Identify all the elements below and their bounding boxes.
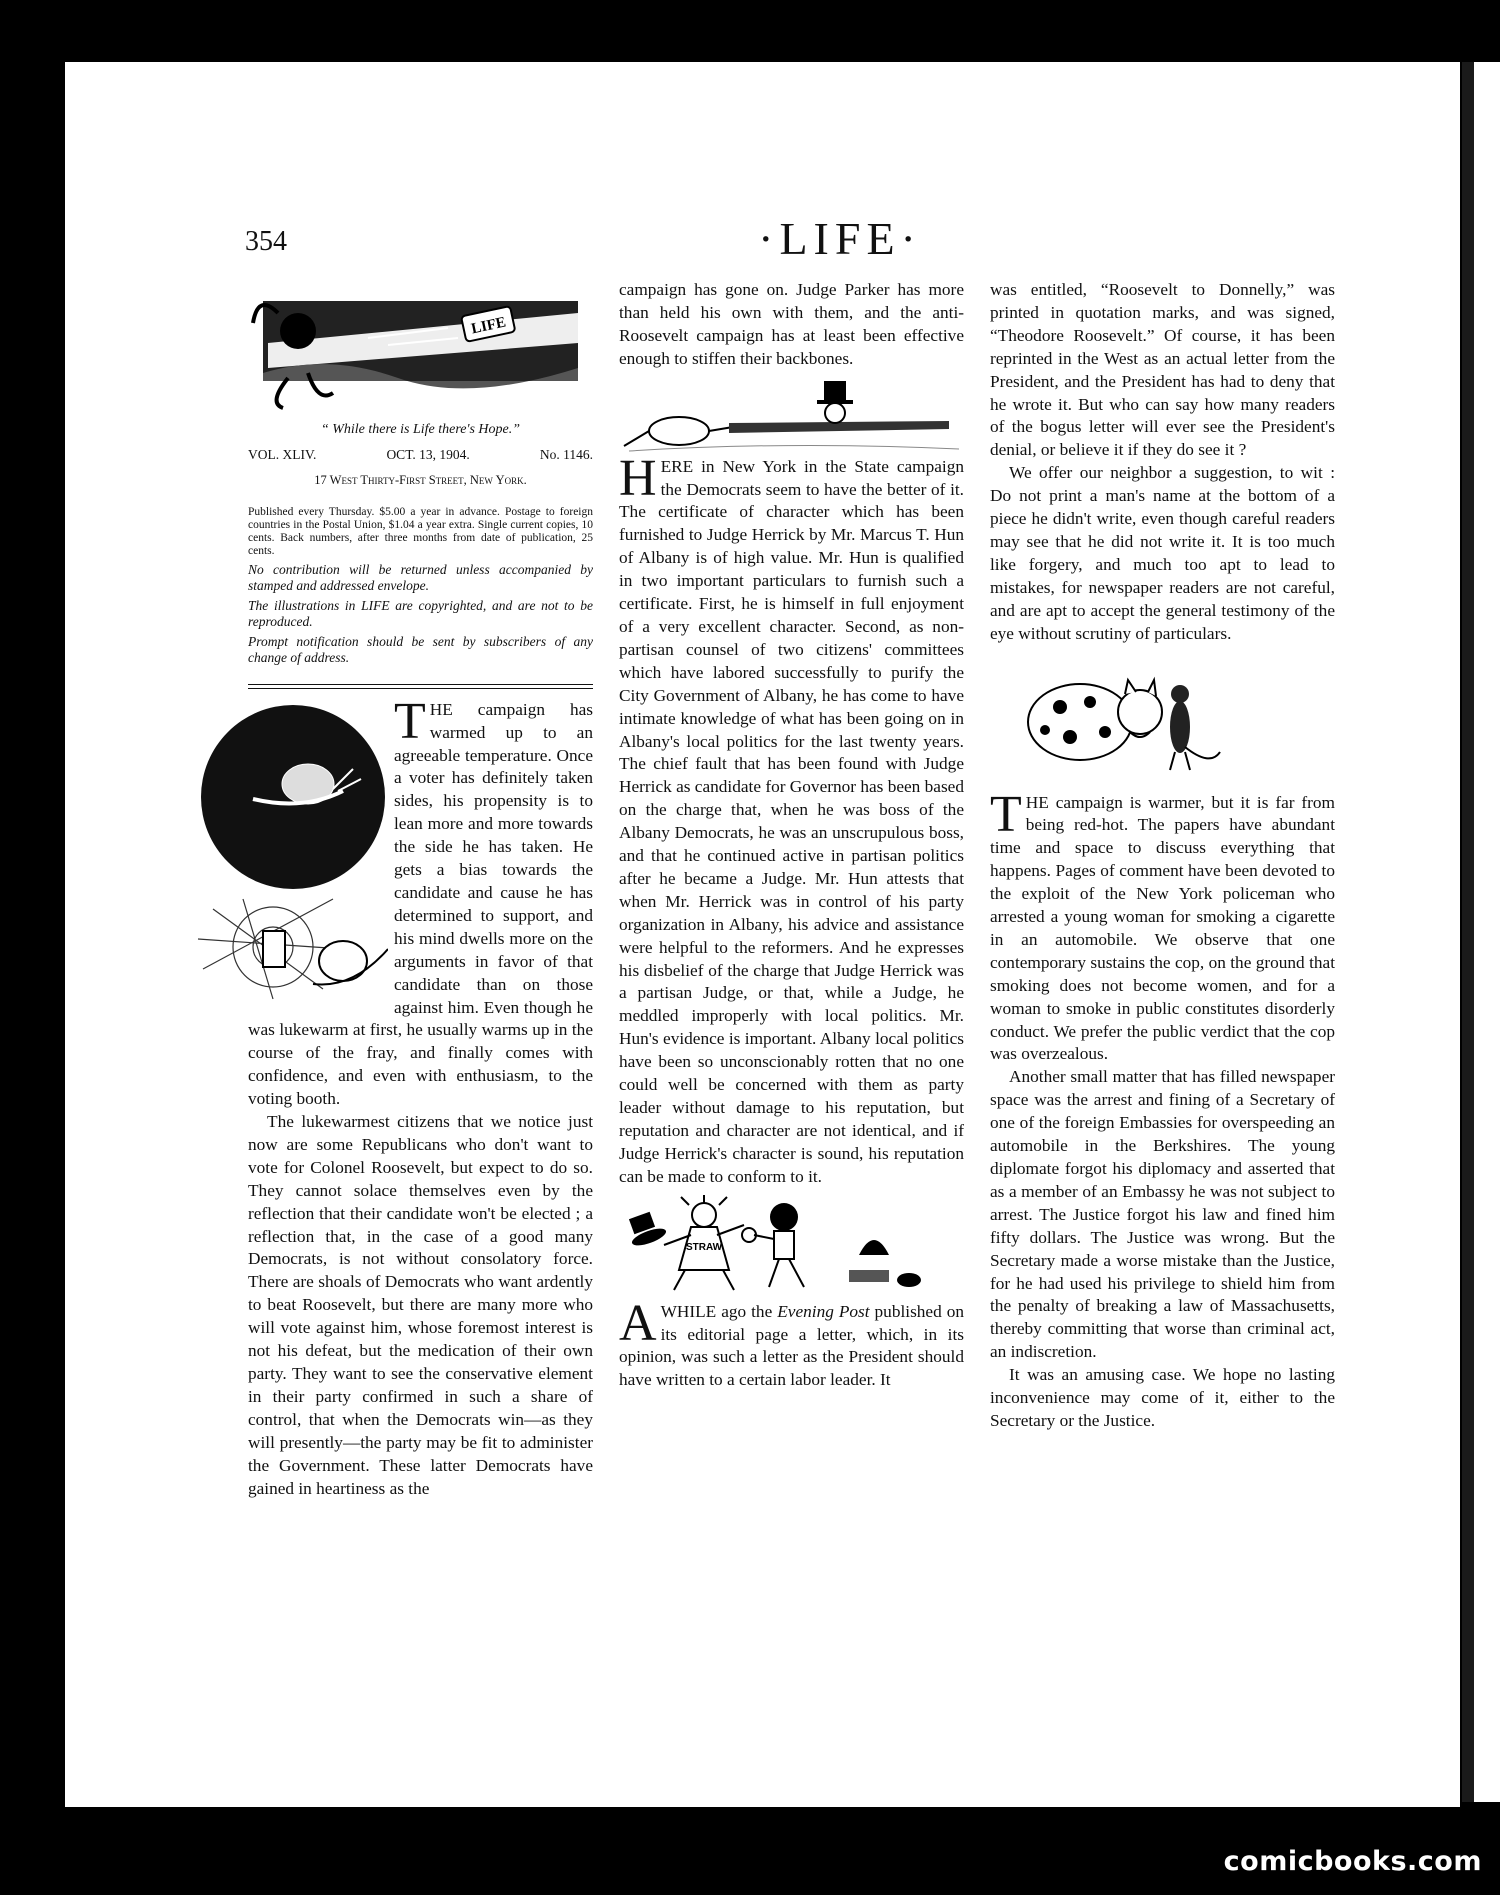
paragraph-evening-post-a: WHILE ago the: [660, 1301, 778, 1321]
office-address: 17 West Thirty-First Street, New York.: [314, 472, 527, 487]
straw-label: STRAW: [685, 1241, 723, 1253]
paragraph-amusing-case: It was an amusing case. We hope no lasting inconvenience may come of it, either to the Secretary or the Justice.: [990, 1365, 1335, 1430]
watermark: comicbooks.com: [1223, 1846, 1482, 1877]
logo-text: LIFE: [469, 314, 508, 338]
paragraph-embassy-secretary: Another small matter that has filled newspaper space was the arrest and fining of a Secretary of one of the foreign Embassies for overspeeding an automobile in the Berkshires. The young diplomate forgot his diplomacy and asserted that as a member of an Embassy he was not subject to arrest. The Justice forgot his law and fined him fifty dollars. The Justice was wrong. But the Secretary made a worse mistake than the Justice, for he had used his privilege to shield him from the penalty of breaking a law of Massachusetts, thereby committing that worse than criminal act, an indiscretion.: [990, 1067, 1335, 1362]
address-change-note: Prompt notification should be sent by subscribers of any change of address.: [248, 633, 593, 665]
paragraph-herrick-character: ERE in New York in the State campaign the Democrats seem to have the better of it. The certificate of character which has been furnished to Judge Herrick by Mr. Marcus T. Hun of Albany is of high value. Mr. Hun is qualified in two important particulars to furnish such a certificate. First, he is himself in full enjoyment of a very excellent character. Second, as non-partisan counsel of two citizens' committees which have labored successfully to purify the City Government of Albany, he has come to have intimate knowledge of what has been going on in Albany's local politics for the last twenty years. The chief fault that has been found with Judge Herrick as candidate for Governor has been based on the charge that, when he was boss of the Albany Democrats, he was an unscrupulous boss, and that he continued active in partisan politics after he became a Judge. Mr. Hun attests that when Mr. Herrick was in control of his party organization in Albany, his advice and assistance were helpful to the reformers. And he expresses his disbelief of the charge that Judge Herrick was a partisan Judge, or that, while a Judge, he meddled improperly with local politics. Mr. Hun's evidence is important. Albany local politics have been so unconscionably rotten that no one could well be concerned with them as party leader without damage to his reputation, but reputation and character are not identical, and if Judge Herrick's character is sound, his reputation can be made to conform to it.: [619, 456, 964, 1186]
dropcap: T: [990, 785, 1022, 843]
snail-moon-illustration: [193, 699, 388, 1004]
paragraph-roosevelt-donnelly: was entitled, “Roosevelt to Donnelly,” was printed in quotation marks, and was signed, “Theodore Roosevelt.” Of course, it has been reprinted in the West as an actual letter from the President, and the President has had to deny that he wrote it. But who can say how many readers of the bogus letter will ever see the President's denial, or believe it if they do see it ?: [990, 280, 1335, 460]
issue-number: No. 1146.: [539, 446, 593, 462]
dropcap: H: [619, 449, 657, 507]
column-3: [990, 279, 1335, 1433]
masthead-vignette-illustration: [248, 283, 593, 413]
paragraph-campaign-temperature: HE campaign has warmed up to an agreeable temperature. Once a voter has definitely taken sides, his propensity is to lean more and more towards the side he has taken. He gets a bias towards the candidate and cause he has determined to support, and his mind dwells more on the arguments in favor of that candidate than on those against him. Even though he was lukewarm at first, he usually warms up in the course of the fray, and finally comes with confidence, and even with enthusiasm, to the voting booth.: [248, 699, 593, 1109]
masthead-title: ·LIFE·: [758, 213, 922, 264]
volume: VOL. XLIV.: [248, 446, 317, 462]
contribution-note: No contribution will be returned unless accompanied by stamped and addressed envelope.: [248, 561, 593, 593]
paragraph-suggestion: We offer our neighbor a suggestion, to wit : Do not print a man's name at the bottom of a piece he didn't write, even though careful readers may see that he did not write it. It is too much like forgery, and much too apt to lead to mistakes, for newspaper readers are not careful, and are apt to accept the general testimony of the eye without scrutiny of particulars.: [990, 463, 1335, 643]
publication-info: Published every Thursday. $5.00 a year in advance. Postage to foreign countries in the Postal Union, $1.04 a year extra. Single current copies, 10 cents. Back numbers, after three months from date of publication, 25 cents.: [248, 505, 593, 557]
double-rule-divider: [248, 684, 593, 689]
next-page-edge: [1462, 62, 1500, 1802]
dropcap: T: [394, 692, 426, 750]
paragraph-parker-campaign: campaign has gone on. Judge Parker has more than held his own with them, and the anti-Roosevelt campaign has at least been effective enough to stiffen their backbones.: [619, 280, 964, 368]
paragraph-lukewarm-citizens: The lukewarmest citizens that we notice just now are some Republicans who don't want to vote for Colonel Roosevelt, but expect to do so. They cannot solace themselves even by the reflection that their candidate won't be elected ; a reflection that, in the case of a good many Democrats, is not without consolatory force. There are shoals of Democrats who want ardently to beat Roosevelt, but there are many more who will vote against him, whose foremost interest is not his defeat, but the medication of their own party. They want to see the conservative element in their party confirmed in such a share of control, that when the Democrats win—as they will presently—the party may be fit to administer the Government. These latter Democrats have gained in heartiness as the: [248, 1112, 593, 1498]
evening-post-title: Evening Post: [777, 1301, 870, 1321]
cat-and-mouse-illustration: [990, 652, 1335, 782]
issue-date: OCT. 13, 1904.: [386, 446, 470, 462]
column-1: [248, 283, 593, 1500]
paragraph-evening-post-b: published on its editorial page a letter, which, in its opinion, was such a letter as the President should have written to a certain labor leader. It: [619, 1301, 965, 1390]
copyright-note: The illustrations in LIFE are copyrighted, and are not to be reproduced.: [248, 597, 593, 629]
page-number: 354: [245, 226, 287, 257]
flying-men-illustration: [619, 371, 964, 456]
column-2: [619, 279, 964, 1392]
straw-man-boxing-illustration: [619, 1195, 964, 1295]
volume-line: [248, 444, 593, 467]
motto: “ While there is Life there's Hope.”: [320, 422, 521, 437]
dropcap: A: [619, 1294, 657, 1352]
paragraph-campaign-warmer: HE campaign is warmer, but it is far from being red-hot. The papers have abundant time and space to discuss everything that happens. Pages of comment have been devoted to the exploit of the New York policeman who arrested a young woman for smoking a cigarette in an automobile. We observe that one contemporary sustains the cop, on the ground that smoking does not become women, and for a woman to smoke in public constitutes disorderly conduct. We prefer the public verdict that the cop was overzealous.: [990, 792, 1335, 1064]
